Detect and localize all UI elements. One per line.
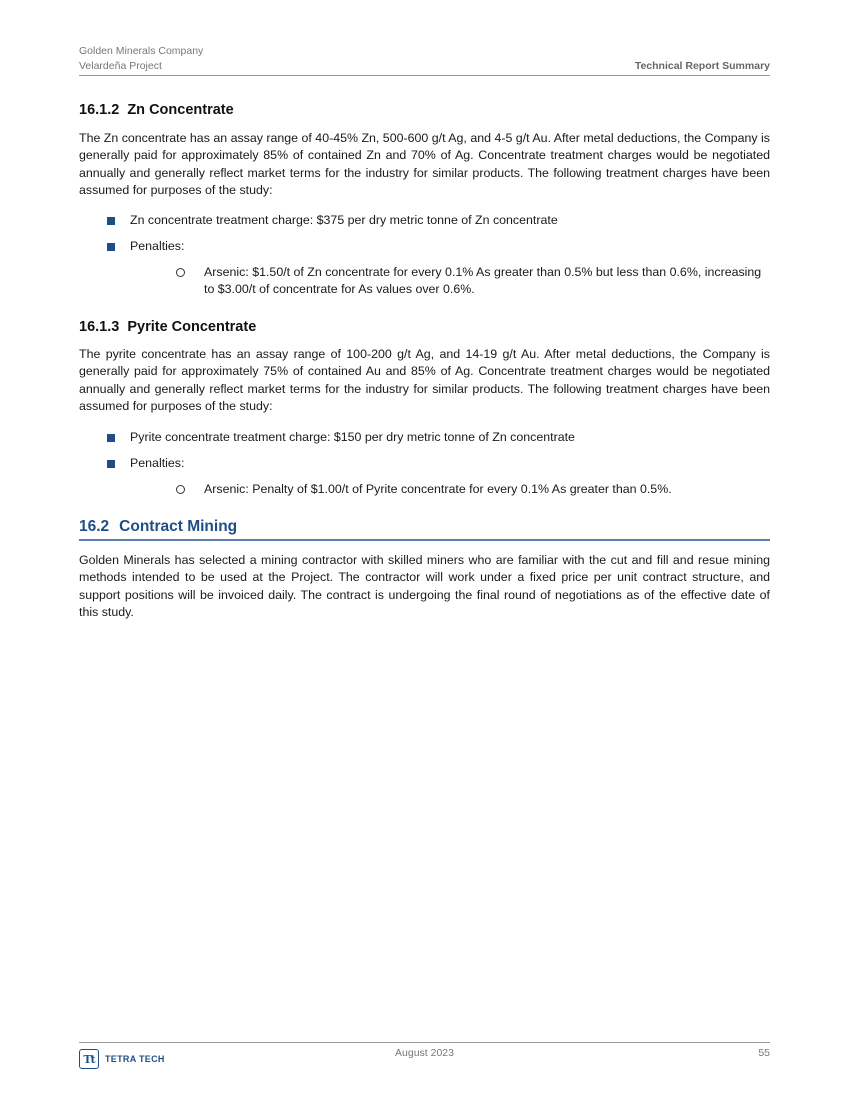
page-footer bbox=[79, 1042, 770, 1073]
contract-section-title: Contract Mining bbox=[119, 518, 238, 535]
circle-bullet-icon bbox=[176, 268, 185, 277]
square-bullet-icon bbox=[107, 217, 115, 225]
square-bullet-icon bbox=[107, 460, 115, 468]
pyrite-paragraph: The pyrite concentrate has an assay range of 100-200 g/t Ag, and 14-19 g/t Au. After metal deductions, the Company is generally paid for approximately 75% of contained Au and 85% of Ag. Concentrate treatment charges would be negotiated annually and generally reflect market terms for the industry for similar products. The following treatment charges have been assumed for purposes of the study: bbox=[79, 347, 770, 414]
contract-section-number: 16.2 bbox=[79, 518, 110, 535]
zn-bullet-penalties-text: Penalties: bbox=[130, 239, 185, 253]
header-report-type: Technical Report Summary bbox=[634, 60, 770, 72]
contract-paragraph: Golden Minerals has selected a mining contractor with skilled miners who are familiar with the cut and fill and resue mining methods intended to be used at the Project. The contractor will work under a fixed price per unit contract structure, and support positions will be invoiced daily. The contract is undergoing the final round of negotiations as of the effective date of this study. bbox=[79, 553, 770, 620]
pyrite-sub-bullet-text: Arsenic: Penalty of $1.00/t of Pyrite concentrate for every 0.1% As greater than 0.5%. bbox=[204, 482, 672, 496]
zn-section-number: 16.1.2 bbox=[79, 102, 120, 118]
header-project: Velardeña Project bbox=[79, 60, 162, 72]
logo-text: TETRA TECH bbox=[105, 1054, 165, 1064]
zn-sub-bullet-text: Arsenic: $1.50/t of Zn concentrate for every 0.1% As greater than 0.5% but less than 0.6%, increasing to $3.00/t of concentrate for As values over 0.6%. bbox=[204, 265, 762, 297]
zn-section-title: Zn Concentrate bbox=[127, 102, 234, 118]
pyrite-section-number: 16.1.3 bbox=[79, 319, 120, 335]
pyrite-section-title: Pyrite Concentrate bbox=[127, 319, 257, 335]
circle-bullet-icon bbox=[176, 485, 185, 494]
footer-date: August 2023 bbox=[395, 1047, 454, 1059]
page-number: 55 bbox=[758, 1047, 770, 1059]
pyrite-section-heading bbox=[79, 318, 256, 336]
zn-bullet-charge-text: Zn concentrate treatment charge: $375 per dry metric tonne of Zn concentrate bbox=[130, 213, 558, 227]
zn-paragraph: The Zn concentrate has an assay range of 40-45% Zn, 500-600 g/t Ag, and 4-5 g/t Au. After metal deductions, the Company is generally paid for approximately 85% of contained Zn and 70% of Ag. Concentrate treatment charges would be negotiated annually and generally reflect market terms for the industry for similar products. The following treatment charges have been assumed for purposes of the study: bbox=[79, 131, 770, 198]
header-company: Golden Minerals Company bbox=[79, 45, 204, 57]
tetra-tech-logo-icon: Tt bbox=[79, 1049, 99, 1069]
pyrite-bullet-charge-text: Pyrite concentrate treatment charge: $150 per dry metric tonne of Zn concentrate bbox=[130, 430, 575, 444]
contract-section-heading bbox=[79, 517, 770, 541]
square-bullet-icon bbox=[107, 434, 115, 442]
square-bullet-icon bbox=[107, 243, 115, 251]
zn-section-heading bbox=[79, 101, 234, 119]
page-header bbox=[79, 44, 770, 76]
pyrite-bullet-penalties-text: Penalties: bbox=[130, 456, 185, 470]
